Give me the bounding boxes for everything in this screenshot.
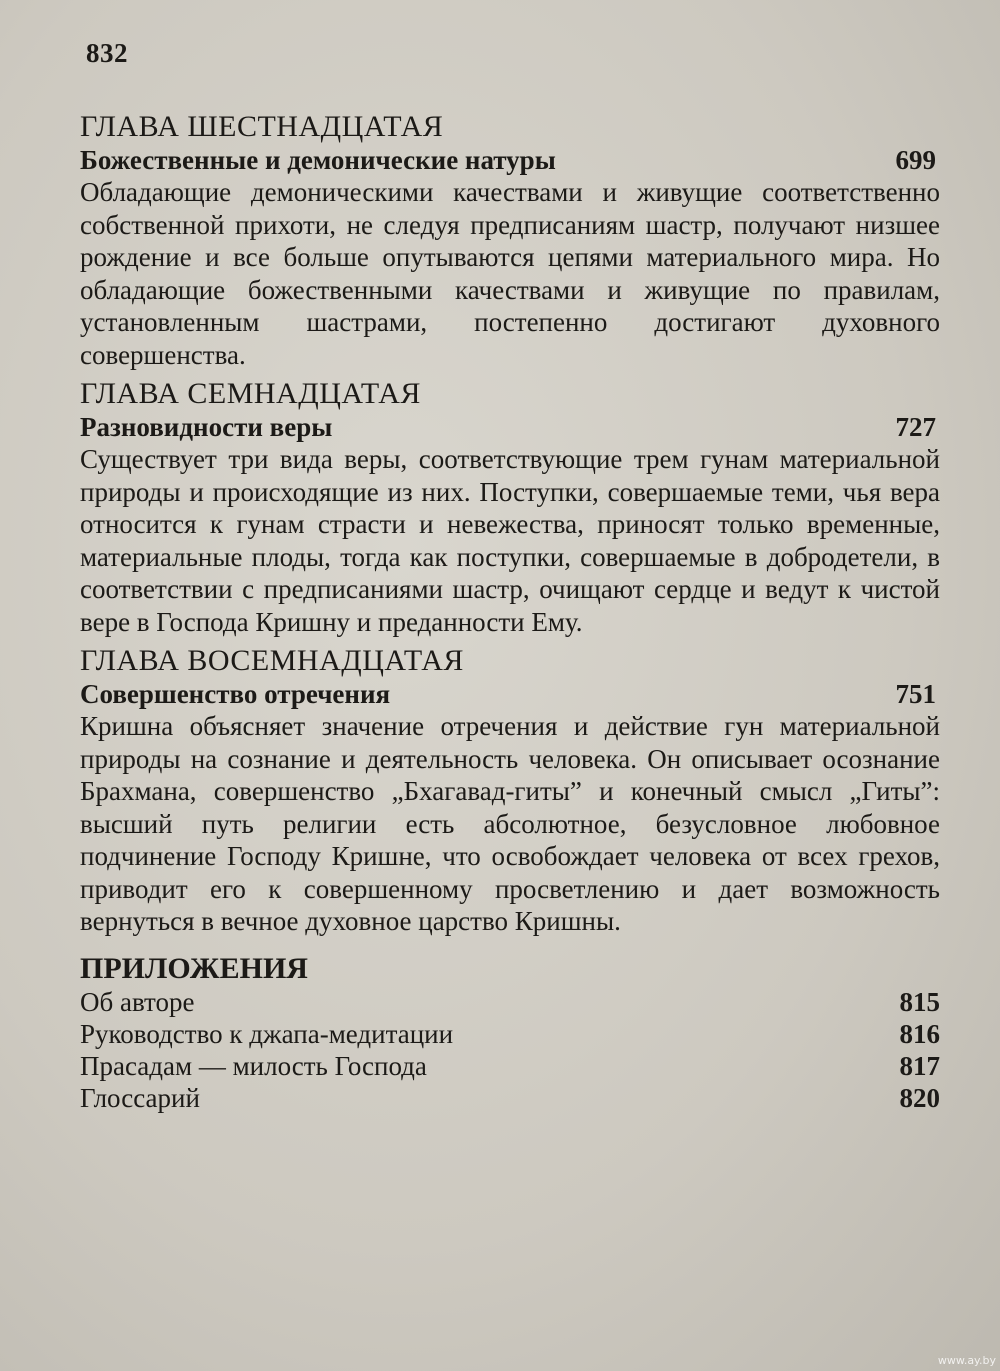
- chapter-17-section: [80, 377, 940, 638]
- appendix-label: Руководство к джапа-медитации: [80, 1018, 454, 1049]
- chapter-title: Разновидности веры: [80, 412, 333, 442]
- chapter-summary: Обладающие демоническими качествами и живущие соответственно собственной прихоти, не следуя предписаниям шастр, получают низшее рождение и все больше опутываются цепями материального мира. Но обладающие божественными качествами и живущие по правилам, установленным шастрами, постепенно достигают духовного совершенства.: [80, 177, 940, 370]
- appendix-item[interactable]: [80, 1018, 940, 1050]
- chapter-heading: ГЛАВА ВОСЕМНАДЦАТАЯ: [80, 644, 464, 677]
- chapter-18-section: [80, 644, 940, 938]
- chapter-title: Божественные и демонические натуры: [80, 145, 556, 175]
- page-number: 832: [86, 38, 128, 68]
- appendix-page-ref: 815: [899, 986, 940, 1017]
- appendix-page-ref: 820: [899, 1082, 940, 1113]
- appendix-item[interactable]: [80, 986, 940, 1018]
- chapter-summary: Кришна объясняет значение отречения и действие гун материальной природы на сознание и деятельность человека. Он описывает осознание Брахмана, совершенство „Бхагавад-гиты” и конечный смысл „Гиты”: высший путь религии есть абсолютное, безусловное любовное подчинение Господу Кришне, что освобождает человека от всех грехов, приводит его к совершенному просветлению и дает возможность вернуться в вечное духовное царство Кришны.: [80, 711, 940, 936]
- chapter-heading: ГЛАВА ШЕСТНАДЦАТАЯ: [80, 110, 444, 143]
- appendix-page-ref: 817: [899, 1050, 940, 1081]
- chapter-title: Совершенство отречения: [80, 679, 391, 709]
- chapter-title-row[interactable]: [80, 411, 940, 443]
- chapter-page-ref: 699: [895, 145, 936, 175]
- chapter-title-row[interactable]: [80, 678, 940, 710]
- chapter-page-ref: 751: [895, 679, 936, 709]
- appendices-list: [80, 986, 940, 1114]
- chapter-16-section: [80, 110, 940, 371]
- site-watermark: www.ay.by: [937, 1354, 996, 1367]
- appendix-label: Об авторе: [80, 986, 195, 1017]
- appendix-label: Глоссарий: [80, 1082, 200, 1113]
- chapter-heading: ГЛАВА СЕМНАДЦАТАЯ: [80, 377, 421, 410]
- appendix-label: Прасадам — милость Господа: [80, 1050, 427, 1081]
- appendix-item[interactable]: [80, 1082, 940, 1114]
- table-of-contents: [80, 110, 940, 1114]
- chapter-title-row[interactable]: [80, 144, 940, 176]
- appendix-item[interactable]: [80, 1050, 940, 1082]
- appendix-page-ref: 816: [899, 1018, 940, 1049]
- chapter-summary: Существует три вида веры, соответствующие трем гунам материальной природы и происходящие из них. Поступки, совершаемые теми, чья вера относится к гунам страсти и невежества, приносят только временные, материальные плоды, тогда как поступки, совершаемые в добродетели, в соответствии с предписаниями шастр, очищают сердце и ведут к чистой вере в Господа Кришну и преданности Ему.: [80, 444, 940, 637]
- appendices-heading: ПРИЛОЖЕНИЯ: [80, 951, 308, 985]
- chapter-page-ref: 727: [895, 412, 936, 442]
